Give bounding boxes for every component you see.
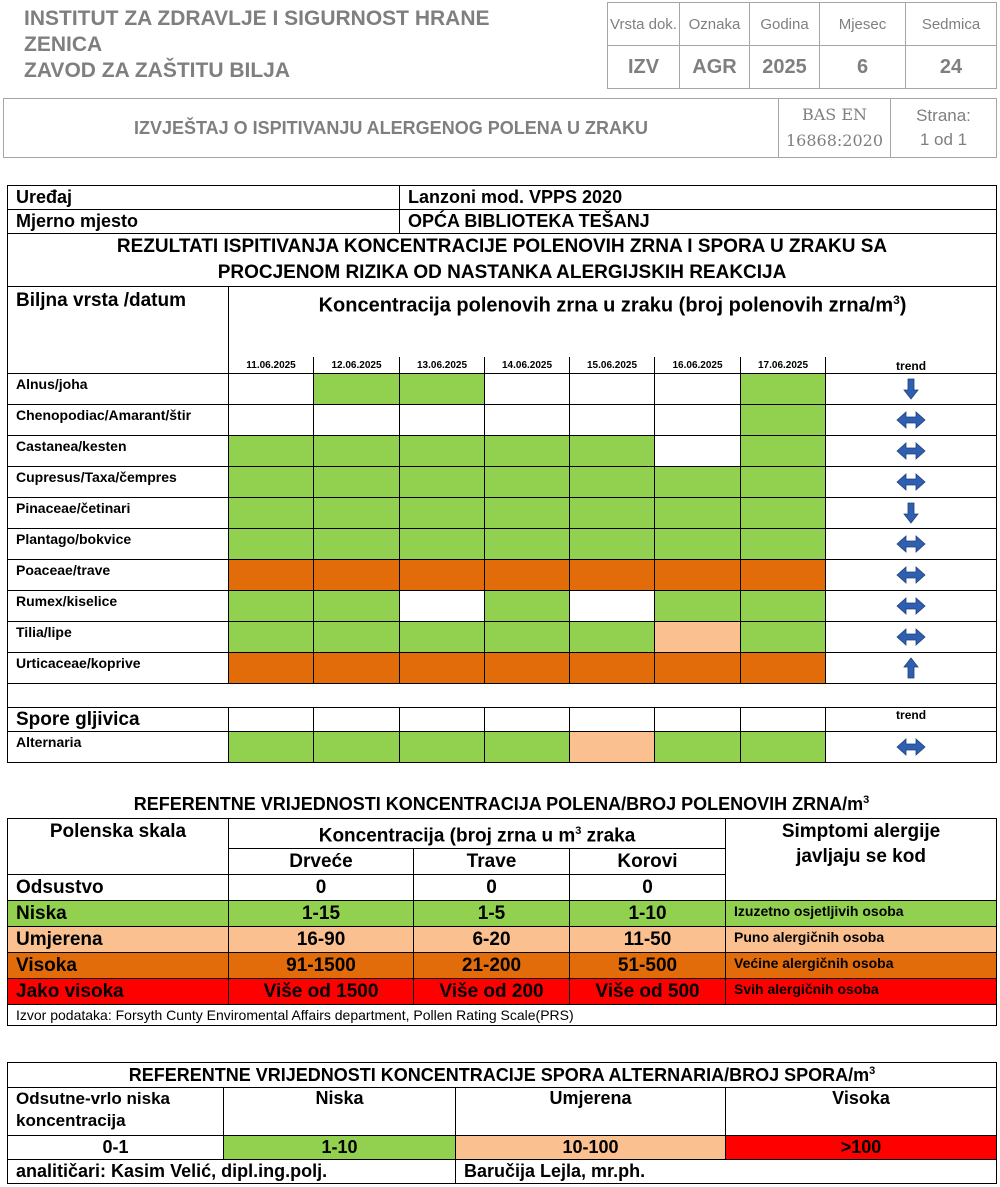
pollen-row	[8, 374, 997, 405]
level-cell	[229, 591, 314, 622]
level-cell	[655, 529, 741, 560]
level-cell	[314, 560, 400, 591]
level-cell	[655, 653, 741, 684]
meta-value-year: 2025	[750, 46, 820, 89]
document-meta-table	[607, 2, 997, 89]
ref-source: Izvor podataka: Forsyth Cunty Enviromental Affairs department, Pollen Rating Scale(PRS)	[8, 1005, 997, 1026]
level-cell	[314, 653, 400, 684]
level-cell	[229, 732, 314, 763]
trend-up-arrow-icon	[903, 657, 919, 679]
ref-symptom: Većine alergičnih osoba	[726, 953, 997, 979]
level-cell	[314, 405, 400, 436]
level-cell	[485, 653, 570, 684]
pollen-name: Pinaceae/četinari	[8, 498, 229, 529]
level-cell	[741, 560, 826, 591]
date-header: 15.06.2025	[570, 357, 655, 374]
level-cell	[485, 467, 570, 498]
trend-both-arrow-icon	[896, 442, 926, 460]
spores-header-cell	[570, 708, 655, 732]
ref-level-value: 16-90	[229, 927, 414, 953]
pollen-name: Rumex/kiselice	[8, 591, 229, 622]
page-label: Strana:	[916, 106, 971, 125]
date-header: 13.06.2025	[400, 357, 485, 374]
ref-level-value: Više od 1500	[229, 979, 414, 1005]
ref-pollen-table	[7, 818, 997, 1026]
pollen-name: Alnus/joha	[8, 374, 229, 405]
scale-header: Polenska skala	[8, 819, 229, 875]
trend-cell	[826, 653, 997, 684]
trend-both-arrow-icon	[896, 535, 926, 553]
level-cell	[400, 653, 485, 684]
level-cell	[229, 374, 314, 405]
level-cell	[485, 405, 570, 436]
level-cell	[741, 653, 826, 684]
spores-header: Spore gljivica	[8, 708, 229, 732]
level-cell	[570, 405, 655, 436]
concentration-header	[229, 287, 997, 357]
level-cell	[400, 436, 485, 467]
ref-pollen-row	[8, 953, 997, 979]
trend-both-arrow-icon	[896, 473, 926, 491]
pollen-row	[8, 467, 997, 498]
page-value: 1 od 1	[919, 130, 968, 149]
conc-header-sup: 3	[575, 825, 582, 837]
pollen-name: Chenopodiac/Amarant/štir	[8, 405, 229, 436]
level-cell	[229, 622, 314, 653]
standard-line1: BAS EN	[801, 105, 868, 124]
level-cell	[229, 498, 314, 529]
spores-header-cell	[485, 708, 570, 732]
ref-level-label: Jako visoka	[8, 979, 229, 1005]
ref-level-value: 11-50	[570, 927, 726, 953]
spores-val-moderate: 10-100	[456, 1136, 726, 1160]
spores-col-low: Niska	[224, 1088, 456, 1136]
pollen-row	[8, 529, 997, 560]
pollen-name: Tilia/lipe	[8, 622, 229, 653]
level-cell	[400, 405, 485, 436]
level-cell	[314, 374, 400, 405]
level-cell	[400, 591, 485, 622]
level-cell	[400, 622, 485, 653]
institute-name	[24, 6, 604, 84]
ref-level-value: 21-200	[414, 953, 570, 979]
pollen-name: Urticaceae/koprive	[8, 653, 229, 684]
ref-level-value: 0	[570, 875, 726, 901]
trend-down-arrow-icon	[903, 502, 919, 524]
trend-cell	[826, 405, 997, 436]
pollen-row	[8, 405, 997, 436]
level-cell	[485, 529, 570, 560]
level-cell	[229, 653, 314, 684]
standard-line2: 16868:2020	[785, 131, 883, 150]
level-cell	[400, 467, 485, 498]
col-grasses: Trave	[414, 849, 570, 875]
trend-both-arrow-icon	[896, 411, 926, 429]
separator-row	[8, 684, 997, 708]
level-cell	[741, 436, 826, 467]
date-header: 12.06.2025	[314, 357, 400, 374]
meta-label-doc-type: Vrsta dok.	[608, 3, 680, 46]
meta-label-year: Godina	[750, 3, 820, 46]
ref-spores-title	[8, 1063, 997, 1088]
pollen-row	[8, 436, 997, 467]
results-title-line1: REZULTATI ISPITIVANJA KONCENTRACIJE POLENOVIH ZRNA I SPORA U ZRAKU SA	[116, 236, 888, 257]
ref-symptom: Puno alergičnih osoba	[726, 927, 997, 953]
level-cell	[485, 498, 570, 529]
col-trees: Drveće	[229, 849, 414, 875]
meta-value-week: 24	[906, 46, 997, 89]
trend-down-arrow-icon	[903, 378, 919, 400]
level-cell	[570, 467, 655, 498]
level-cell	[485, 436, 570, 467]
institute-line1: INSTITUT ZA ZDRAVLJE I SIGURNOST HRANE	[24, 7, 490, 30]
level-cell	[570, 374, 655, 405]
level-cell	[314, 467, 400, 498]
level-cell	[229, 436, 314, 467]
spores-header-cell	[741, 708, 826, 732]
location-label: Mjerno mjesto	[8, 210, 400, 234]
trend-cell	[826, 529, 997, 560]
level-cell	[570, 591, 655, 622]
trend-cell	[826, 436, 997, 467]
trend-cell	[826, 560, 997, 591]
pollen-row	[8, 560, 997, 591]
conc-header-end: zraka	[581, 825, 636, 847]
level-cell	[655, 560, 741, 591]
report-title-bar	[3, 98, 997, 158]
conc-header	[229, 819, 726, 849]
results-table	[7, 185, 997, 763]
analyst-2: Baručija Lejla, mr.ph.	[456, 1160, 997, 1184]
level-cell	[741, 732, 826, 763]
level-cell	[570, 436, 655, 467]
meta-value-month: 6	[820, 46, 906, 89]
level-cell	[570, 529, 655, 560]
ref-level-value: Više od 500	[570, 979, 726, 1005]
ref-level-value: 6-20	[414, 927, 570, 953]
ref-level-value: 0	[229, 875, 414, 901]
ref-level-label: Niska	[8, 901, 229, 927]
symptoms-header-line1: Simptomi alergije	[781, 821, 941, 842]
concentration-header-end: )	[899, 294, 907, 317]
trend-cell	[826, 732, 997, 763]
level-cell	[741, 591, 826, 622]
level-cell	[655, 467, 741, 498]
concentration-header-sup: 3	[893, 293, 900, 307]
ref-level-label: Umjerena	[8, 927, 229, 953]
level-cell	[741, 622, 826, 653]
spore-row	[8, 732, 997, 763]
trend-cell	[826, 622, 997, 653]
level-cell	[400, 529, 485, 560]
date-header: 17.06.2025	[741, 357, 826, 374]
trend-cell	[826, 591, 997, 622]
spore-name: Alternaria	[8, 732, 229, 763]
ref-spores-title-text: REFERENTNE VRIJEDNOSTI KONCENTRACIJE SPORA ALTERNARIA/BROJ SPORA/m	[128, 1064, 870, 1085]
trend-both-arrow-icon	[896, 597, 926, 615]
ref-level-value: Više od 200	[414, 979, 570, 1005]
ref-spores-table	[7, 1062, 997, 1184]
institute-line2: ZENICA	[24, 33, 103, 56]
level-cell	[655, 591, 741, 622]
concentration-header-text: Koncentracija polenovih zrna u zraku (broj polenovih zrna/m	[318, 294, 894, 317]
level-cell	[570, 653, 655, 684]
level-cell	[570, 622, 655, 653]
meta-label-week: Sedmica	[906, 3, 997, 46]
spores-header-cell	[314, 708, 400, 732]
level-cell	[741, 374, 826, 405]
level-cell	[229, 560, 314, 591]
ref-pollen-title	[7, 794, 996, 815]
level-cell	[314, 622, 400, 653]
spores-col-absent: Odsutne-vrlo niska koncentracija	[8, 1088, 224, 1136]
level-cell	[229, 405, 314, 436]
level-cell	[655, 498, 741, 529]
spores-col-high: Visoka	[726, 1088, 997, 1136]
level-cell	[485, 622, 570, 653]
ref-level-value: 91-1500	[229, 953, 414, 979]
pollen-row	[8, 591, 997, 622]
ref-level-value: 51-500	[570, 953, 726, 979]
level-cell	[655, 436, 741, 467]
ref-level-label: Odsustvo	[8, 875, 229, 901]
symptoms-header-line2: javljaju se kod	[796, 846, 926, 867]
spores-header-cell	[655, 708, 741, 732]
level-cell	[570, 560, 655, 591]
trend-cell	[826, 467, 997, 498]
level-cell	[655, 374, 741, 405]
level-cell	[400, 732, 485, 763]
date-header: 14.06.2025	[485, 357, 570, 374]
pollen-name: Cupresus/Taxa/čempres	[8, 467, 229, 498]
spores-trend-header: trend	[826, 708, 997, 732]
ref-pollen-row	[8, 927, 997, 953]
device-label: Uređaj	[8, 186, 400, 210]
page-indicator	[891, 99, 997, 158]
trend-cell	[826, 498, 997, 529]
level-cell	[229, 467, 314, 498]
pollen-name: Castanea/kesten	[8, 436, 229, 467]
level-cell	[314, 591, 400, 622]
ref-symptom: Svih alergičnih osoba	[726, 979, 997, 1005]
trend-cell	[826, 374, 997, 405]
ref-spores-title-sup: 3	[869, 1064, 876, 1077]
trend-both-arrow-icon	[896, 566, 926, 584]
ref-level-value: 1-5	[414, 901, 570, 927]
level-cell	[314, 498, 400, 529]
level-cell	[314, 732, 400, 763]
device-value: Lanzoni mod. VPPS 2020	[400, 186, 997, 210]
level-cell	[400, 498, 485, 529]
spores-val-absent: 0-1	[8, 1136, 224, 1160]
spores-header-cell	[400, 708, 485, 732]
symptoms-header	[726, 819, 997, 901]
conc-header-text: Koncentracija (broj zrna u m	[318, 825, 576, 847]
results-title-line2: PROCJENOM RIZIKA OD NASTANKA ALERGIJSKIH REAKCIJA	[217, 262, 787, 283]
species-header: Biljna vrsta /datum	[8, 287, 229, 374]
meta-label-month: Mjesec	[820, 3, 906, 46]
spores-val-low: 1-10	[224, 1136, 456, 1160]
spores-header-cell	[229, 708, 314, 732]
trend-header: trend	[826, 357, 997, 374]
report-title: IZVJEŠTAJ O ISPITIVANJU ALERGENOG POLENA U ZRAKU	[4, 99, 779, 158]
department-name: ZAVOD ZA ZAŠTITU BILJA	[24, 59, 290, 82]
ref-level-value: 1-10	[570, 901, 726, 927]
spores-col-moderate: Umjerena	[456, 1088, 726, 1136]
level-cell	[229, 529, 314, 560]
spores-val-high: >100	[726, 1136, 997, 1160]
pollen-name: Poaceae/trave	[8, 560, 229, 591]
level-cell	[485, 560, 570, 591]
level-cell	[314, 529, 400, 560]
date-header: 16.06.2025	[655, 357, 741, 374]
ref-level-value: 0	[414, 875, 570, 901]
level-cell	[570, 732, 655, 763]
pollen-name: Plantago/bokvice	[8, 529, 229, 560]
meta-label-code: Oznaka	[680, 3, 750, 46]
location-value: OPĆA BIBLIOTEKA TEŠANJ	[400, 210, 997, 234]
level-cell	[741, 529, 826, 560]
level-cell	[314, 436, 400, 467]
ref-pollen-row	[8, 979, 997, 1005]
standard-code	[779, 99, 891, 158]
pollen-row	[8, 653, 997, 684]
level-cell	[485, 732, 570, 763]
trend-both-arrow-icon	[896, 628, 926, 646]
level-cell	[655, 622, 741, 653]
meta-value-code: AGR	[680, 46, 750, 89]
level-cell	[741, 405, 826, 436]
ref-level-label: Visoka	[8, 953, 229, 979]
pollen-row	[8, 498, 997, 529]
col-weeds: Korovi	[570, 849, 726, 875]
results-title	[8, 234, 997, 287]
level-cell	[400, 560, 485, 591]
ref-pollen-title-text: REFERENTNE VRIJEDNOSTI KONCENTRACIJA POLENA/BROJ POLENOVIH ZRNA/m	[133, 794, 864, 814]
level-cell	[570, 498, 655, 529]
level-cell	[485, 591, 570, 622]
ref-level-value: 1-15	[229, 901, 414, 927]
meta-value-doc-type: IZV	[608, 46, 680, 89]
date-header: 11.06.2025	[229, 357, 314, 374]
analyst-1: analitičari: Kasim Velić, dipl.ing.polj.	[8, 1160, 456, 1184]
level-cell	[741, 498, 826, 529]
level-cell	[655, 405, 741, 436]
ref-pollen-row	[8, 901, 997, 927]
level-cell	[485, 374, 570, 405]
level-cell	[655, 732, 741, 763]
level-cell	[400, 374, 485, 405]
ref-symptom: Izuzetno osjetljivih osoba	[726, 901, 997, 927]
level-cell	[741, 467, 826, 498]
ref-pollen-title-sup: 3	[863, 794, 870, 806]
pollen-row	[8, 622, 997, 653]
trend-both-arrow-icon	[896, 738, 926, 756]
